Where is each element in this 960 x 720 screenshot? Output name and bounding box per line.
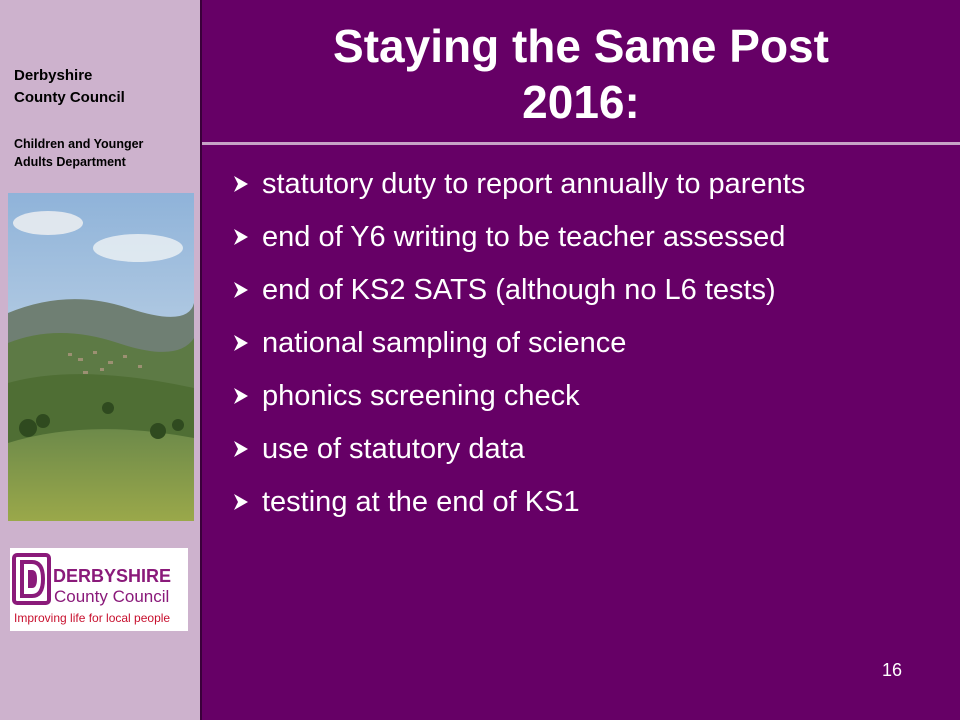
arrow-bullet-icon: [230, 377, 256, 425]
arrow-bullet-icon: [230, 218, 256, 266]
org-name-line1: Derbyshire: [14, 67, 93, 84]
bullet-text: statutory duty to report annually to parents: [262, 168, 806, 200]
derbyshire-logo-graphic: [10, 548, 188, 631]
bullet-text: testing at the end of KS1: [262, 486, 580, 518]
page-number: 16: [881, 660, 902, 680]
logo-word1: DERBYSHIRE: [53, 566, 172, 586]
org-name-line2: County Council: [14, 89, 125, 106]
bullet-item: [230, 165, 940, 203]
logo-tagline: Improving life for local people: [14, 611, 171, 625]
slide-content: [202, 0, 960, 720]
bullet-text: use of statutory data: [262, 433, 525, 465]
bullet-item: [230, 483, 940, 521]
department-name: [14, 135, 199, 171]
bullet-item: [230, 271, 940, 309]
title-divider: [202, 142, 960, 145]
bullet-item: [230, 430, 940, 468]
slide-title-line2: 2016:: [522, 76, 640, 128]
bullet-item: [230, 324, 940, 362]
slide-title: [202, 18, 960, 130]
bullet-list: [230, 165, 940, 536]
arrow-bullet-icon: [230, 271, 256, 319]
bullet-text: end of KS2 SATS (although no L6 tests): [262, 274, 776, 306]
dept-name-line2: Adults Department: [14, 155, 126, 169]
arrow-bullet-icon: [230, 324, 256, 372]
arrow-bullet-icon: [230, 483, 256, 531]
slide-title-line1: Staying the Same Post: [333, 20, 829, 72]
bullet-text: phonics screening check: [262, 380, 580, 412]
bullet-text: end of Y6 writing to be teacher assessed: [262, 221, 786, 253]
bullet-text: national sampling of science: [262, 327, 627, 359]
landscape-photo: [8, 193, 194, 521]
arrow-bullet-icon: [230, 430, 256, 478]
logo-word2: County Council: [54, 587, 170, 606]
derbyshire-logo: [10, 548, 188, 631]
organization-name: [14, 65, 194, 109]
bullet-item: [230, 218, 940, 256]
sidebar: [0, 0, 200, 720]
arrow-bullet-icon: [230, 165, 256, 213]
bullet-item: [230, 377, 940, 415]
dept-name-line1: Children and Younger: [14, 137, 144, 151]
landscape-illustration: [8, 193, 194, 521]
